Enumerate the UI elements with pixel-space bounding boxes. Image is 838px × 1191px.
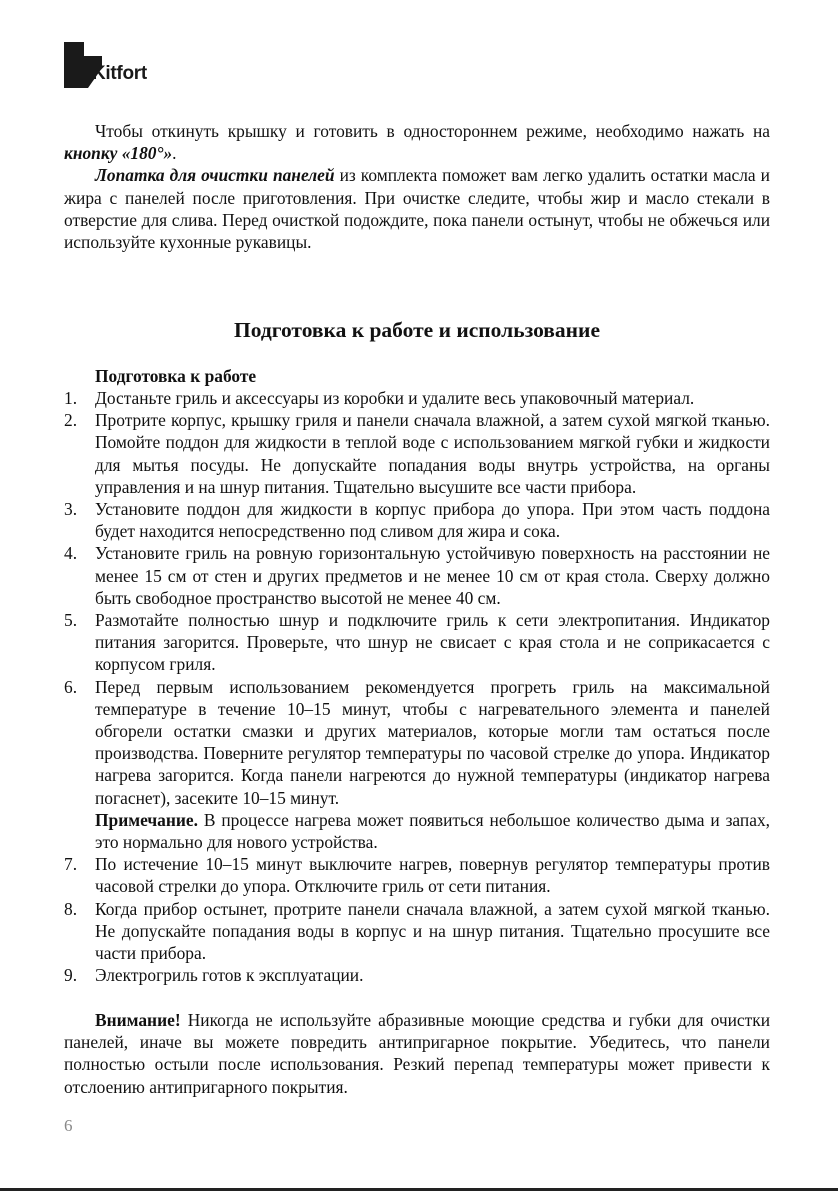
step-item: 8. Когда прибор остынет, протрите панели сначала влажной, а затем сухой мягкой тканью. Не допускайте попадания воды в корпус и на шнур питания. Тщательно просушите все части прибора. [64,898,770,964]
intro-text [64,120,770,253]
step-item: 5. Размотайте полностью шнур и подключите гриль к сети электропитания. Индикатор питания загорится. Проверьте, что шнур не свисает с края стола и не соприкасается с корпусом гриля. [64,610,770,675]
section-subheading: Подготовка к работе [95,366,257,386]
intro-paragraph-1: Чтобы откинуть крышку и готовить в одностороннем режиме, необходимо нажать на кнопку «180°». [64,121,770,164]
preparation-steps [64,387,770,986]
step-note: Примечание. В процессе нагрева может появиться небольшое количество дыма и запах, это нормально для нового устройства. [95,809,770,853]
step-item: 6. Перед первым использованием рекомендуется прогреть гриль на максимальной температуре в течение 10–15 минут, чтобы с нагревательного элемента и панелей обгорели остатки смазки и других материалов, которые могли там остаться после производства. Поверните регулятор температуры по часовой стрелке до упора. Индикатор нагрева загорится. Когда панели нагреются до нужной температуры (индикатор нагрева погаснет), засеките 10–15 минут. Примечание. В процессе нагрева может появиться небольшое количество дыма и запах, это нормально для нового устройства. [64,676,770,853]
warning-label: Внимание! [95,1010,181,1030]
button-180-reference: кнопку «180°» [64,143,173,164]
step-item: 7. По истечение 10–15 минут выключите нагрев, повернув регулятор температуры против часовой стрелки до упора. Отключите гриль от сети питания. [64,854,770,897]
spatula-reference: Лопатка для очистки панелей [95,165,335,186]
warning-paragraph: Внимание! Никогда не используйте абразивные моющие средства и губки для очистки панелей, иначе вы можете повредить антипригарное покрытие. Убедитесь, что панели полностью остыли после использования. Резкий перепад температуры может привести к отслоению антипригарного покрытия. [64,1010,770,1097]
step-item: 4. Установите гриль на ровную горизонтальную устойчивую поверхность на расстоянии не менее 15 см от стен и других предметов и не менее 10 см от края стола. Сверху должно быть свободное пространство высотой не менее 40 см. [64,543,770,608]
section-heading: Подготовка к работе и использование [234,318,600,342]
step-item: 2. Протрите корпус, крышку гриля и панели сначала влажной, а затем сухой мягкой тканью. Помойте поддон для жидкости в теплой воде с использованием мягкой губки и жидкости для мытья посуды. Не допускайте попадания воды внутрь устройства, на органы управления и на шнур питания. Тщательно высушите все части прибора. [64,410,770,497]
intro-paragraph-2: Лопатка для очистки панелей из комплекта поможет вам легко удалить остатки масла и жира с панелей после приготовления. При очистке следите, чтобы жир и масло стекали в отверстие для слива. Перед очисткой подождите, пока панели остынут, чтобы не обжечься или используйте кухонные рукавицы. [64,165,770,253]
step-item: 3. Установите поддон для жидкости в корпус прибора до упора. При этом часть поддона будет находится непосредственно под сливом для жира и сока. [64,499,770,542]
page-number: 6 [64,1116,73,1135]
brand-name: Kitfort [92,63,147,84]
note-label: Примечание. [95,809,198,830]
brand-logo [64,42,184,90]
step-item: 1. Достаньте гриль и аксессуары из коробки и удалите весь упаковочный материал. [64,388,695,408]
step-item: 9. Электрогриль готов к эксплуатации. [64,965,364,986]
